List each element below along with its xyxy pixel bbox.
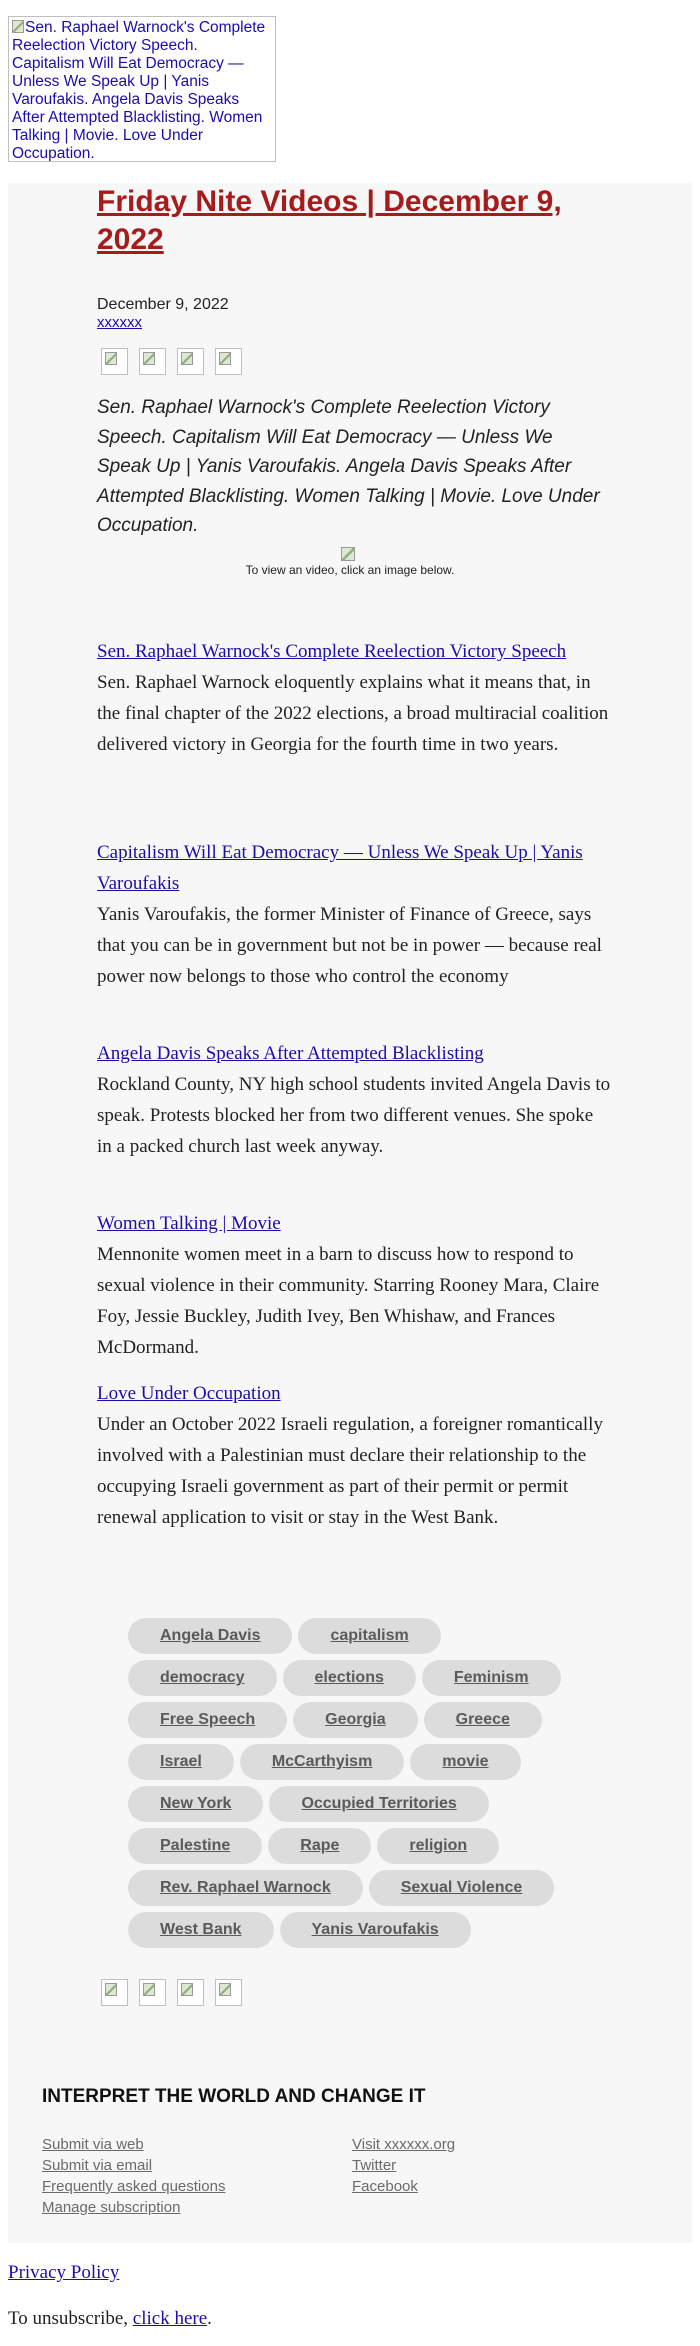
unsubscribe-prefix: To unsubscribe,	[8, 2308, 133, 2329]
tag-link[interactable]: Georgia	[293, 1702, 417, 1738]
share-buttons-bottom	[101, 1979, 242, 2006]
video-title-link[interactable]: Angela Davis Speaks After Attempted Blacklisting	[97, 1043, 484, 1064]
visit-site-link[interactable]: Visit xxxxxx.org	[352, 2136, 456, 2153]
page-title[interactable]: Friday Nite Videos | December 9, 2022	[97, 185, 562, 256]
tag-link[interactable]: Greece	[424, 1702, 542, 1738]
tag-link[interactable]: McCarthyism	[240, 1744, 404, 1780]
video-description: Sen. Raphael Warnock eloquently explains what it means that, in the final chapter of the 2022 elections, a broad multiracial coalition delivered victory in Georgia for the fourth time in two years.	[97, 672, 609, 755]
video-item	[97, 1038, 612, 1162]
video-title-link[interactable]: Capitalism Will Eat Democracy — Unless We Speak Up | Yanis Varoufakis	[97, 842, 583, 894]
video-title-link[interactable]: Women Talking | Movie	[97, 1213, 281, 1234]
share-icon-1[interactable]	[101, 1979, 128, 2006]
video-description: Yanis Varoufakis, the former Minister of Finance of Greece, says that you can be in government but not be in power — because real power now belongs to those who control the economy	[97, 904, 602, 987]
tag-cloud	[128, 1618, 588, 1954]
tag-link[interactable]: New York	[128, 1786, 263, 1822]
video-title-link[interactable]: Love Under Occupation	[97, 1383, 281, 1404]
tag-link[interactable]: Rev. Raphael Warnock	[128, 1870, 363, 1906]
privacy-policy-link[interactable]: Privacy Policy	[8, 2262, 120, 2283]
tag-link[interactable]: Palestine	[128, 1828, 262, 1864]
submit-email-link[interactable]: Submit via email	[42, 2157, 153, 2174]
video-description: Under an October 2022 Israeli regulation, a foreigner romantically involved with a Palestinian must declare their relationship to the occupying Israeli government as part of their permit or permit renewal application to visit or stay in the West Bank.	[97, 1414, 603, 1528]
intro-summary: Sen. Raphael Warnock's Complete Reelection Victory Speech. Capitalism Will Eat Democracy — Unless We Speak Up | Yanis Varoufakis. Angela Davis Speaks After Attempted Blacklisting. Women Talking | Movie. Love Under Occupation.	[97, 397, 600, 536]
tag-link[interactable]: movie	[410, 1744, 520, 1780]
tag-link[interactable]: Occupied Territories	[269, 1786, 488, 1822]
video-description: Rockland County, NY high school students invited Angela Davis to speak. Protests blocked her from two different venues. She spoke in a packed church last week anyway.	[97, 1074, 611, 1157]
tag-link[interactable]: democracy	[128, 1660, 277, 1696]
video-item	[97, 636, 612, 760]
tag-link[interactable]: Rape	[268, 1828, 371, 1864]
hero-image[interactable]	[8, 16, 276, 162]
tag-link[interactable]: Sexual Violence	[369, 1870, 555, 1906]
video-item	[97, 1378, 612, 1533]
share-icon-4[interactable]	[215, 1979, 242, 2006]
tag-link[interactable]: Feminism	[422, 1660, 561, 1696]
tag-link[interactable]: religion	[377, 1828, 499, 1864]
unsubscribe-suffix: .	[207, 2308, 212, 2329]
share-icon-2[interactable]	[139, 348, 166, 375]
tag-link[interactable]: elections	[283, 1660, 416, 1696]
video-image-icon[interactable]	[341, 547, 355, 561]
footer-links-left	[42, 2134, 225, 2218]
share-icon-1[interactable]	[101, 348, 128, 375]
video-title-link[interactable]: Sen. Raphael Warnock's Complete Reelection Victory Speech	[97, 641, 567, 662]
share-buttons-top	[101, 348, 242, 375]
twitter-link[interactable]: Twitter	[352, 2157, 397, 2174]
share-icon-3[interactable]	[177, 348, 204, 375]
share-icon-2[interactable]	[139, 1979, 166, 2006]
broken-image-icon	[12, 20, 24, 33]
post-date: December 9, 2022	[97, 296, 229, 313]
author-link[interactable]: xxxxxx	[97, 314, 142, 331]
facebook-link[interactable]: Facebook	[352, 2178, 418, 2195]
video-item	[97, 1208, 612, 1363]
tag-link[interactable]: Angela Davis	[128, 1618, 292, 1654]
tag-link[interactable]: Israel	[128, 1744, 234, 1780]
footer-links-right	[352, 2134, 455, 2197]
tag-link[interactable]: Free Speech	[128, 1702, 287, 1738]
faq-link[interactable]: Frequently asked questions	[42, 2178, 226, 2195]
tag-link[interactable]: West Bank	[128, 1912, 274, 1948]
submit-web-link[interactable]: Submit via web	[42, 2136, 144, 2153]
video-item	[97, 837, 612, 992]
video-description: Mennonite women meet in a barn to discuss how to respond to sexual violence in their community. Starring Rooney Mara, Claire Foy, Jessie Buckley, Judith Ivey, Ben Whishaw, and Frances McDormand.	[97, 1244, 600, 1358]
manage-subscription-link[interactable]: Manage subscription	[42, 2199, 181, 2216]
footer-heading: INTERPRET THE WORLD AND CHANGE IT	[42, 2086, 426, 2107]
hero-alt-text: Sen. Raphael Warnock's Complete Reelection Victory Speech. Capitalism Will Eat Democracy — Unless We Speak Up | Yanis Varoufakis. Angela Davis Speaks After Attempted Blacklisting. Women Talking | Movie. Love Under Occupation.	[12, 19, 266, 162]
tag-link[interactable]: Yanis Varoufakis	[280, 1912, 471, 1948]
share-icon-3[interactable]	[177, 1979, 204, 2006]
tag-link[interactable]: capitalism	[298, 1618, 440, 1654]
share-icon-4[interactable]	[215, 348, 242, 375]
unsubscribe-link[interactable]: click here	[132, 2308, 208, 2329]
view-instruction: To view an video, click an image below.	[245, 563, 455, 577]
unsubscribe-line	[8, 2308, 212, 2330]
